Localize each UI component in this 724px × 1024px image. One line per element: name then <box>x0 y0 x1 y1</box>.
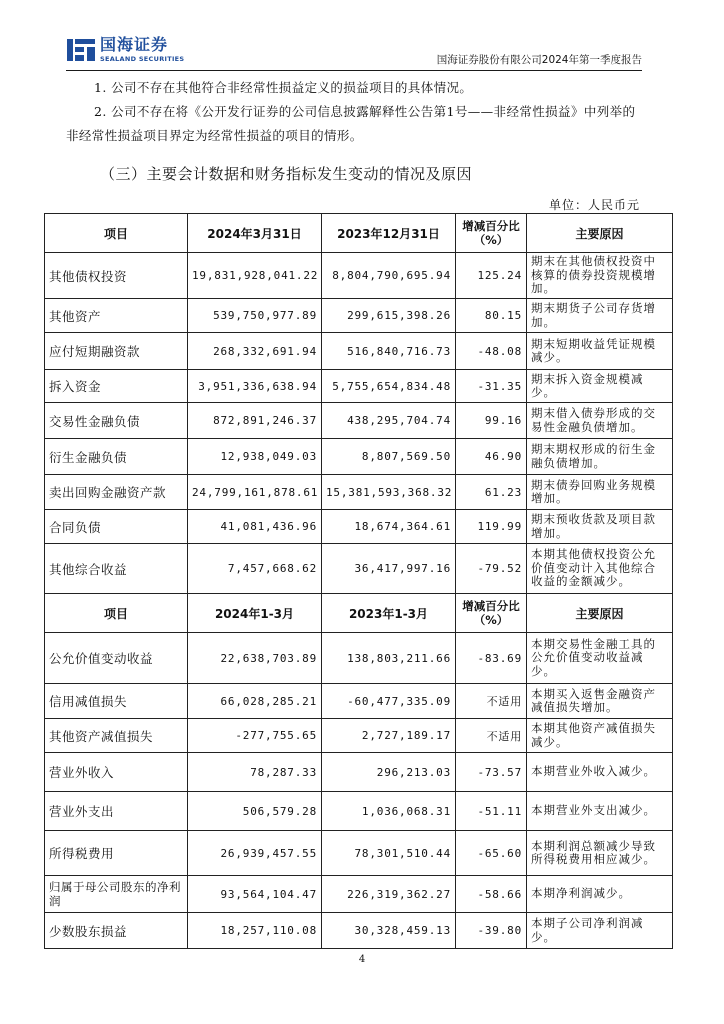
page-header <box>66 30 642 71</box>
table-row <box>45 913 673 949</box>
table-row <box>45 510 673 544</box>
row-item: 衍生金融负债 <box>45 439 188 475</box>
row-change-percent: 99.16 <box>456 403 527 439</box>
table-row <box>45 831 673 876</box>
table-row <box>45 633 673 684</box>
row-change-percent: 61.23 <box>456 475 527 510</box>
row-previous-value: 138,803,211.66 <box>322 633 456 684</box>
row-current-value: 19,831,928,041.22 <box>188 253 322 299</box>
row-item: 所得税费用 <box>45 831 188 876</box>
row-reason: 本期交易性金融工具的公允价值变动收益减少。 <box>527 633 673 684</box>
table-row <box>45 792 673 831</box>
row-previous-value: -60,477,335.09 <box>322 684 456 719</box>
row-item: 营业外收入 <box>45 753 188 792</box>
row-current-value: 506,579.28 <box>188 792 322 831</box>
row-change-percent: -79.52 <box>456 544 527 594</box>
row-current-value: 7,457,668.62 <box>188 544 322 594</box>
header-reason: 主要原因 <box>527 214 673 253</box>
row-current-value: 18,257,110.08 <box>188 913 322 949</box>
table-row <box>45 719 673 753</box>
table-row <box>45 475 673 510</box>
row-current-value: 24,799,161,878.61 <box>188 475 322 510</box>
row-current-value: 78,287.33 <box>188 753 322 792</box>
row-change-percent: 46.90 <box>456 439 527 475</box>
table-row <box>45 753 673 792</box>
row-item: 拆入资金 <box>45 370 188 403</box>
logo-english-name: SEALAND SECURITIES <box>100 55 185 64</box>
row-change-percent: -83.69 <box>456 633 527 684</box>
row-previous-value: 438,295,704.74 <box>322 403 456 439</box>
table-row <box>45 544 673 594</box>
row-item: 其他综合收益 <box>45 544 188 594</box>
table-row <box>45 684 673 719</box>
row-item: 卖出回购金融资产款 <box>45 475 188 510</box>
row-change-percent: 不适用 <box>456 719 527 753</box>
table-row <box>45 370 673 403</box>
row-item: 应付短期融资款 <box>45 333 188 370</box>
header-previous: 2023年12月31日 <box>322 214 456 253</box>
row-reason: 期末债券回购业务规模增加。 <box>527 475 673 510</box>
table-header-row <box>45 214 673 253</box>
table-row <box>45 333 673 370</box>
row-previous-value: 226,319,362.27 <box>322 876 456 913</box>
row-reason: 本期其他债权投资公允价值变动计入其他综合收益的金额减少。 <box>527 544 673 594</box>
header-reason: 主要原因 <box>527 594 673 633</box>
row-change-percent: -31.35 <box>456 370 527 403</box>
table-row <box>45 253 673 299</box>
row-reason: 期末预收货款及项目款增加。 <box>527 510 673 544</box>
row-change-percent: -65.60 <box>456 831 527 876</box>
row-item: 少数股东损益 <box>45 913 188 949</box>
row-change-percent: 不适用 <box>456 684 527 719</box>
table-row <box>45 876 673 913</box>
row-item: 营业外支出 <box>45 792 188 831</box>
row-change-percent: 80.15 <box>456 299 527 333</box>
row-item: 其他资产减值损失 <box>45 719 188 753</box>
row-current-value: 12,938,049.03 <box>188 439 322 475</box>
row-change-percent: 119.99 <box>456 510 527 544</box>
header-change: 增减百分比（%） <box>456 594 527 633</box>
row-previous-value: 36,417,997.16 <box>322 544 456 594</box>
row-current-value: 872,891,246.37 <box>188 403 322 439</box>
currency-unit: 单位：人民币元 <box>548 198 640 212</box>
row-reason: 本期其他资产减值损失减少。 <box>527 719 673 753</box>
header-current: 2024年1-3月 <box>188 594 322 633</box>
row-change-percent: -51.11 <box>456 792 527 831</box>
header-change: 增减百分比（%） <box>456 214 527 253</box>
row-reason: 期末期权形成的衍生金融负债增加。 <box>527 439 673 475</box>
row-previous-value: 30,328,459.13 <box>322 913 456 949</box>
row-reason: 本期利润总额减少导致所得税费用相应减少。 <box>527 831 673 876</box>
header-current: 2024年3月31日 <box>188 214 322 253</box>
row-reason: 期末借入债券形成的交易性金融负债增加。 <box>527 403 673 439</box>
row-change-percent: -39.80 <box>456 913 527 949</box>
section-title: （三）主要会计数据和财务指标发生变动的情况及原因 <box>100 165 473 183</box>
report-title: 国海证券股份有限公司2024年第一季度报告 <box>436 54 642 66</box>
row-previous-value: 8,804,790,695.94 <box>322 253 456 299</box>
row-current-value: -277,755.65 <box>188 719 322 753</box>
table-row <box>45 299 673 333</box>
company-logo <box>66 34 184 66</box>
row-current-value: 539,750,977.89 <box>188 299 322 333</box>
row-reason: 本期买入返售金融资产减值损失增加。 <box>527 684 673 719</box>
row-reason: 期末拆入资金规模减少。 <box>527 370 673 403</box>
row-item: 公允价值变动收益 <box>45 633 188 684</box>
financial-changes-table <box>44 213 673 949</box>
row-reason: 期末期货子公司存货增加。 <box>527 299 673 333</box>
row-current-value: 41,081,436.96 <box>188 510 322 544</box>
row-item: 信用减值损失 <box>45 684 188 719</box>
table-row <box>45 403 673 439</box>
row-previous-value: 296,213.03 <box>322 753 456 792</box>
row-item: 合同负债 <box>45 510 188 544</box>
row-previous-value: 15,381,593,368.32 <box>322 475 456 510</box>
row-reason: 本期营业外收入减少。 <box>527 753 673 792</box>
row-previous-value: 516,840,716.73 <box>322 333 456 370</box>
row-reason: 期末在其他债权投资中核算的债券投资规模增加。 <box>527 253 673 299</box>
row-current-value: 26,939,457.55 <box>188 831 322 876</box>
sealand-logo-icon <box>66 36 96 64</box>
row-current-value: 268,332,691.94 <box>188 333 322 370</box>
row-item: 其他资产 <box>45 299 188 333</box>
row-reason: 期末短期收益凭证规模减少。 <box>527 333 673 370</box>
page-number: 4 <box>358 954 366 965</box>
row-previous-value: 8,807,569.50 <box>322 439 456 475</box>
row-previous-value: 1,036,068.31 <box>322 792 456 831</box>
table-header-row <box>45 594 673 633</box>
row-previous-value: 2,727,189.17 <box>322 719 456 753</box>
table-row <box>45 439 673 475</box>
header-item: 项目 <box>45 594 188 633</box>
logo-chinese-name: 国海证券 <box>100 35 169 55</box>
row-current-value: 22,638,703.89 <box>188 633 322 684</box>
row-reason: 本期净利润减少。 <box>527 876 673 913</box>
row-change-percent: -48.08 <box>456 333 527 370</box>
row-reason: 本期子公司净利润减少。 <box>527 913 673 949</box>
row-item: 交易性金融负债 <box>45 403 188 439</box>
row-current-value: 93,564,104.47 <box>188 876 322 913</box>
row-item: 其他债权投资 <box>45 253 188 299</box>
row-item: 归属于母公司股东的净利润 <box>45 876 188 913</box>
row-previous-value: 18,674,364.61 <box>322 510 456 544</box>
row-current-value: 3,951,336,638.94 <box>188 370 322 403</box>
row-current-value: 66,028,285.21 <box>188 684 322 719</box>
row-reason: 本期营业外支出减少。 <box>527 792 673 831</box>
row-change-percent: 125.24 <box>456 253 527 299</box>
row-change-percent: -58.66 <box>456 876 527 913</box>
header-item: 项目 <box>45 214 188 253</box>
row-previous-value: 299,615,398.26 <box>322 299 456 333</box>
header-previous: 2023年1-3月 <box>322 594 456 633</box>
row-previous-value: 78,301,510.44 <box>322 831 456 876</box>
row-previous-value: 5,755,654,834.48 <box>322 370 456 403</box>
row-change-percent: -73.57 <box>456 753 527 792</box>
note-1: 1. 公司不存在其他符合非经常性损益定义的损益项目的具体情况。 <box>94 80 473 95</box>
note-2: 2. 公司不存在将《公开发行证券的公司信息披露解释性公告第1号——非经常性损益》中列举的非经常性损益项目界定为经常性损益的项目的情形。 <box>66 104 636 143</box>
